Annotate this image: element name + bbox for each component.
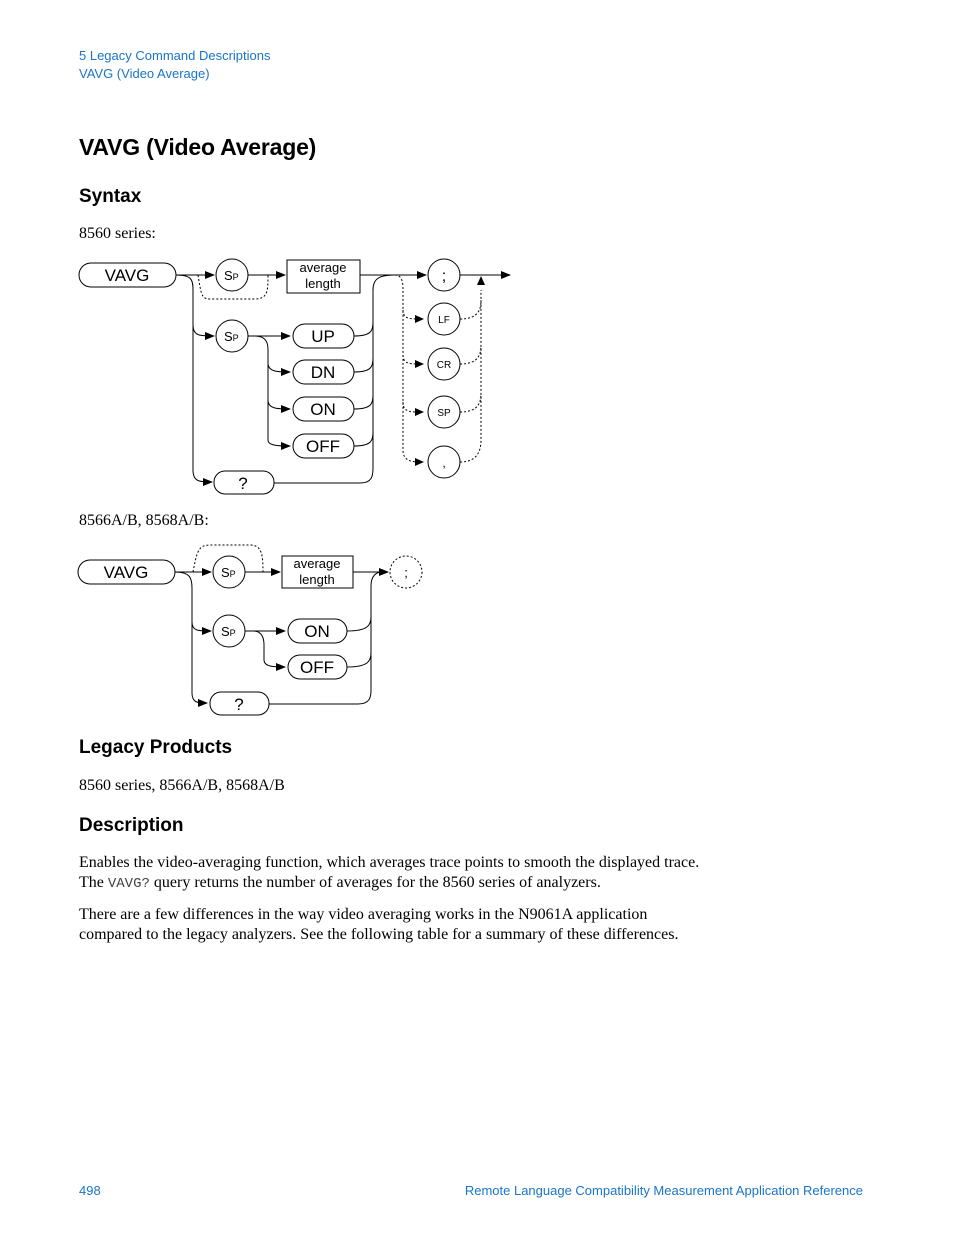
document-title: Remote Language Compatibility Measurement Application Reference bbox=[464, 1183, 863, 1198]
terminator-label: LF bbox=[438, 315, 450, 326]
legacy-text: 8560 series, 8566A/B, 8568A/B bbox=[79, 777, 285, 794]
param-label: average bbox=[293, 556, 341, 571]
legacy-heading: Legacy Products bbox=[79, 737, 233, 758]
description-paragraph-1 bbox=[79, 853, 699, 894]
option-label: DN bbox=[310, 363, 336, 382]
command-label: VAVG bbox=[104, 266, 150, 285]
sp-label: SP bbox=[221, 624, 236, 639]
sp-label: SP bbox=[224, 268, 239, 283]
page-title: VAVG (Video Average) bbox=[79, 134, 317, 160]
param-label: average bbox=[299, 260, 347, 275]
option-label: OFF bbox=[306, 437, 340, 456]
syntax-diagram-8566 bbox=[70, 540, 450, 720]
page-number: 498 bbox=[79, 1183, 101, 1198]
sp-label: SP bbox=[224, 329, 239, 344]
running-header-chapter: 5 Legacy Command Descriptions bbox=[79, 48, 271, 63]
text-line: There are a few differences in the way video averaging works in the N9061A application bbox=[79, 906, 648, 923]
diagram2-caption: 8566A/B, 8568A/B: bbox=[79, 512, 209, 529]
running-header-section: VAVG (Video Average) bbox=[79, 66, 210, 81]
option-label: ON bbox=[304, 622, 330, 641]
option-label: OFF bbox=[300, 658, 334, 677]
text-line: compared to the legacy analyzers. See the following table for a summary of these differences. bbox=[79, 926, 679, 943]
param-label: length bbox=[305, 276, 341, 291]
option-label: ON bbox=[310, 400, 336, 419]
terminator-label: CR bbox=[436, 360, 452, 371]
terminator-label: ; bbox=[404, 565, 408, 580]
syntax-heading: Syntax bbox=[79, 186, 142, 207]
code-query: VAVG? bbox=[107, 876, 150, 892]
query-label: ? bbox=[234, 695, 244, 714]
terminator-label: , bbox=[442, 456, 446, 470]
query-label: ? bbox=[238, 474, 248, 493]
description-heading: Description bbox=[79, 815, 184, 836]
option-label: UP bbox=[311, 327, 335, 346]
command-label: VAVG bbox=[103, 563, 149, 582]
terminator-label: SP bbox=[437, 408, 451, 419]
diagram1-caption: 8560 series: bbox=[79, 225, 156, 242]
syntax-diagram-8560 bbox=[70, 250, 530, 500]
sp-label: SP bbox=[221, 565, 236, 580]
param-label: length bbox=[299, 572, 335, 587]
text-line: The VAVG? query returns the number of averages for the 8560 series of analyzers. bbox=[79, 874, 601, 892]
text-line: Enables the video-averaging function, which averages trace points to smooth the displayed trace. bbox=[79, 854, 700, 871]
description-paragraph-2 bbox=[79, 905, 678, 945]
terminator-label: ; bbox=[441, 268, 447, 285]
